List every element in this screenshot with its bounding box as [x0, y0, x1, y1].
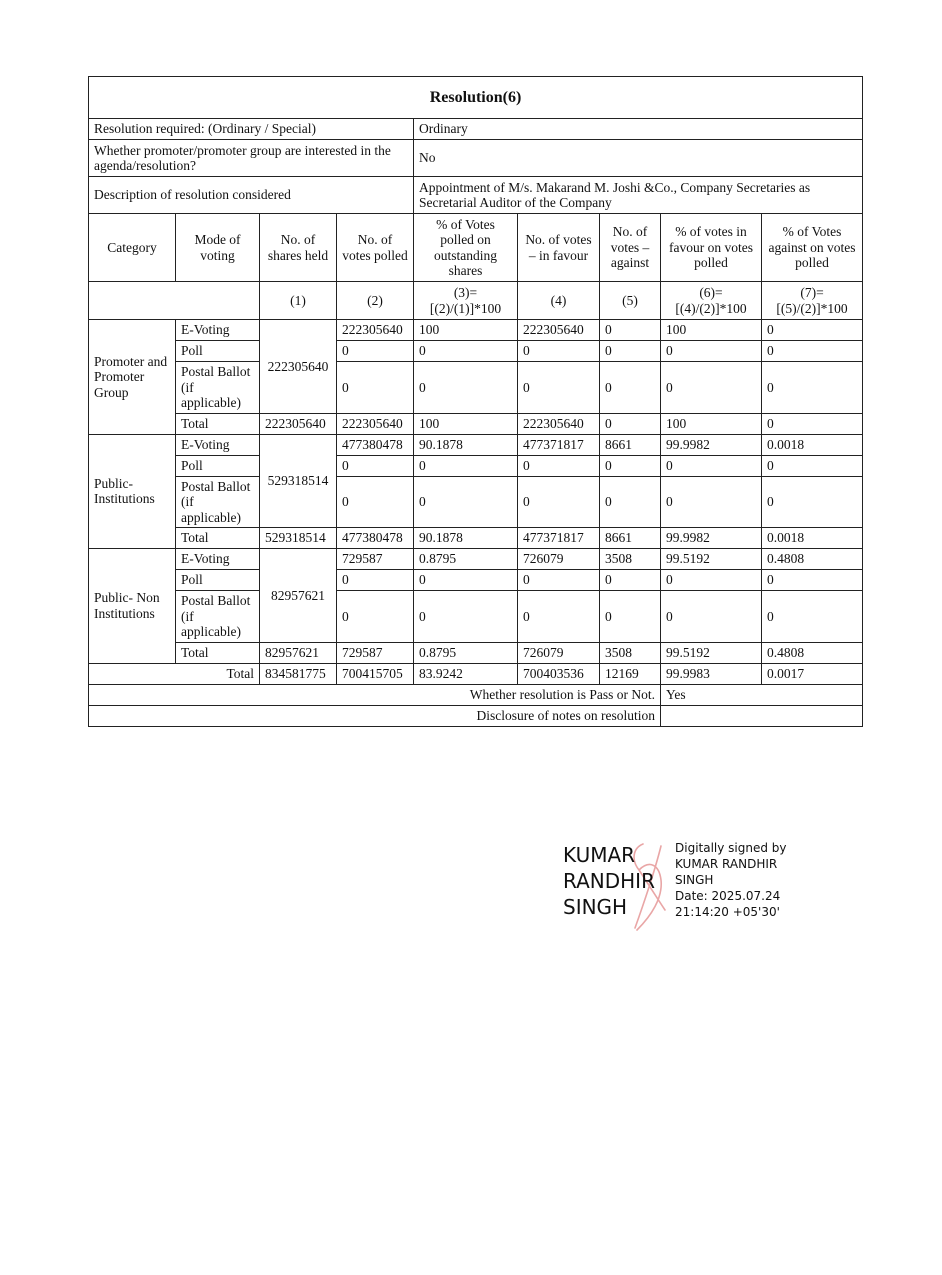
- pct-against-cell: 0: [762, 362, 863, 414]
- formula-7: (7)= [(5)/(2)]*100: [762, 282, 863, 320]
- pct-against-cell: 0.0018: [762, 434, 863, 455]
- table-row: [89, 591, 863, 643]
- signer-name-line-2: RANDHIR: [563, 869, 655, 893]
- favour-cell: 0: [518, 362, 600, 414]
- pass-row: [89, 684, 863, 705]
- against-cell: 3508: [600, 642, 661, 663]
- header-mode: Mode of voting: [176, 214, 260, 282]
- favour-cell: 0: [518, 455, 600, 476]
- formula-6: (6)= [(4)/(2)]*100: [661, 282, 762, 320]
- pct-favour-cell: 0: [661, 341, 762, 362]
- pct-favour-cell: 100: [661, 320, 762, 341]
- shares-cell: 222305640: [260, 413, 337, 434]
- header-pct-against: % of Votes against on votes polled: [762, 214, 863, 282]
- formula-2: (2): [337, 282, 414, 320]
- table-row-total: [89, 528, 863, 549]
- pct-against-cell: 0: [762, 413, 863, 434]
- pct-favour-cell: 100: [661, 413, 762, 434]
- pct-favour-cell: 0: [661, 591, 762, 643]
- pass-label: Whether resolution is Pass or Not.: [89, 684, 661, 705]
- mode-cell: Poll: [176, 341, 260, 362]
- mode-cell: Poll: [176, 570, 260, 591]
- pct-polled-cell: 0.8795: [414, 549, 518, 570]
- against-cell: 0: [600, 476, 661, 528]
- against-cell: 0: [600, 320, 661, 341]
- mode-cell: Poll: [176, 455, 260, 476]
- header-pct-favour: % of votes in favour on votes polled: [661, 214, 762, 282]
- pct-polled-cell: 0: [414, 476, 518, 528]
- signature-time: 21:14:20 +05'30': [675, 905, 780, 919]
- polled-cell: 729587: [337, 642, 414, 663]
- pct-against-cell: 0: [762, 570, 863, 591]
- formula-3: (3)= [(2)/(1)]*100: [414, 282, 518, 320]
- pct-favour-cell: 0: [661, 570, 762, 591]
- pct-polled-cell: 100: [414, 320, 518, 341]
- pct-favour-cell: 0: [661, 455, 762, 476]
- pct-polled-cell: 0: [414, 362, 518, 414]
- polled-cell: 0: [337, 570, 414, 591]
- grand-total-label: Total: [89, 663, 260, 684]
- shares-cell: 529318514: [260, 528, 337, 549]
- pct-against-cell: 0: [762, 591, 863, 643]
- pct-polled-cell: 0: [414, 570, 518, 591]
- table-row-total: [89, 642, 863, 663]
- polled-cell: 0: [337, 476, 414, 528]
- shares-cell: 529318514: [260, 434, 337, 528]
- header-shares: No. of shares held: [260, 214, 337, 282]
- pct-favour-cell: 99.9982: [661, 434, 762, 455]
- formula-4: (4): [518, 282, 600, 320]
- signer-line-2: SINGH: [675, 873, 714, 887]
- resolution-table: [88, 76, 863, 727]
- polled-cell: 729587: [337, 549, 414, 570]
- grand-total-shares: 834581775: [260, 663, 337, 684]
- against-cell: 0: [600, 570, 661, 591]
- pct-against-cell: 0.4808: [762, 642, 863, 663]
- table-row: [89, 549, 863, 570]
- disclosure-row: [89, 705, 863, 726]
- signer-name-line-1: KUMAR: [563, 843, 636, 867]
- polled-cell: 0: [337, 591, 414, 643]
- pct-against-cell: 0: [762, 476, 863, 528]
- against-cell: 8661: [600, 528, 661, 549]
- pct-against-cell: 0.4808: [762, 549, 863, 570]
- favour-cell: 726079: [518, 549, 600, 570]
- signer-line-1: KUMAR RANDHIR: [675, 857, 778, 871]
- grand-total-favour: 700403536: [518, 663, 600, 684]
- formula-row: [89, 282, 863, 320]
- header-polled: No. of votes polled: [337, 214, 414, 282]
- grand-total-row: [89, 663, 863, 684]
- grand-total-pct-favour: 99.9983: [661, 663, 762, 684]
- pct-polled-cell: 90.1878: [414, 528, 518, 549]
- against-cell: 0: [600, 362, 661, 414]
- signer-name-line-3: SINGH: [563, 895, 628, 919]
- pct-favour-cell: 99.9982: [661, 528, 762, 549]
- pct-favour-cell: 99.5192: [661, 549, 762, 570]
- polled-cell: 477380478: [337, 434, 414, 455]
- favour-cell: 0: [518, 570, 600, 591]
- signature-details: [675, 840, 787, 920]
- resolution-document: [88, 76, 862, 727]
- resolution-title: Resolution(6): [89, 77, 863, 119]
- formula-1: (1): [260, 282, 337, 320]
- mode-cell: Postal Ballot (if applicable): [176, 591, 260, 643]
- shares-cell: 82957621: [260, 549, 337, 643]
- against-cell: 8661: [600, 434, 661, 455]
- polled-cell: 222305640: [337, 413, 414, 434]
- favour-cell: 726079: [518, 642, 600, 663]
- category-cell: Public- Institutions: [89, 434, 176, 549]
- grand-total-pct-against: 0.0017: [762, 663, 863, 684]
- polled-cell: 222305640: [337, 320, 414, 341]
- table-row: [89, 320, 863, 341]
- signer-name-large: [563, 842, 655, 920]
- category-cell: Public- Non Institutions: [89, 549, 176, 664]
- table-row: [89, 476, 863, 528]
- favour-cell: 222305640: [518, 320, 600, 341]
- pct-against-cell: 0.0018: [762, 528, 863, 549]
- pct-polled-cell: 0.8795: [414, 642, 518, 663]
- favour-cell: 0: [518, 591, 600, 643]
- signature-date: Date: 2025.07.24: [675, 889, 781, 903]
- pct-polled-cell: 0: [414, 455, 518, 476]
- description-label: Description of resolution considered: [89, 177, 414, 214]
- res-required-label: Resolution required: (Ordinary / Special): [89, 119, 414, 140]
- favour-cell: 0: [518, 341, 600, 362]
- formula-blank: [89, 282, 260, 320]
- polled-cell: 0: [337, 362, 414, 414]
- table-row: [89, 570, 863, 591]
- mode-cell: Total: [176, 413, 260, 434]
- table-row: [89, 341, 863, 362]
- mode-cell: Total: [176, 528, 260, 549]
- digital-signature: [560, 840, 820, 935]
- category-cell: Promoter and Promoter Group: [89, 320, 176, 435]
- mode-cell: E-Voting: [176, 320, 260, 341]
- pct-polled-cell: 100: [414, 413, 518, 434]
- table-row: [89, 362, 863, 414]
- promoter-interest-label: Whether promoter/promoter group are interested in the agenda/resolution?: [89, 140, 414, 177]
- against-cell: 0: [600, 455, 661, 476]
- shares-cell: 82957621: [260, 642, 337, 663]
- formula-5: (5): [600, 282, 661, 320]
- mode-cell: Postal Ballot (if applicable): [176, 362, 260, 414]
- against-cell: 0: [600, 591, 661, 643]
- pct-polled-cell: 0: [414, 341, 518, 362]
- grand-total-against: 12169: [600, 663, 661, 684]
- table-row-total: [89, 413, 863, 434]
- header-pct-polled: % of Votes polled on outstanding shares: [414, 214, 518, 282]
- header-against: No. of votes – against: [600, 214, 661, 282]
- mode-cell: Postal Ballot (if applicable): [176, 476, 260, 528]
- polled-cell: 477380478: [337, 528, 414, 549]
- favour-cell: 0: [518, 476, 600, 528]
- table-row: [89, 434, 863, 455]
- grand-total-polled: 700415705: [337, 663, 414, 684]
- disclosure-label: Disclosure of notes on resolution: [89, 705, 661, 726]
- pct-polled-cell: 0: [414, 591, 518, 643]
- pct-favour-cell: 0: [661, 476, 762, 528]
- grand-total-pct-polled: 83.9242: [414, 663, 518, 684]
- column-header-row: [89, 214, 863, 282]
- pass-value: Yes: [661, 684, 863, 705]
- mode-cell: E-Voting: [176, 434, 260, 455]
- pct-against-cell: 0: [762, 455, 863, 476]
- pct-polled-cell: 90.1878: [414, 434, 518, 455]
- pct-favour-cell: 0: [661, 362, 762, 414]
- mode-cell: E-Voting: [176, 549, 260, 570]
- disclosure-value: [661, 705, 863, 726]
- res-required-value: Ordinary: [414, 119, 863, 140]
- pct-against-cell: 0: [762, 341, 863, 362]
- polled-cell: 0: [337, 341, 414, 362]
- table-row: [89, 455, 863, 476]
- against-cell: 3508: [600, 549, 661, 570]
- pct-against-cell: 0: [762, 320, 863, 341]
- pct-favour-cell: 99.5192: [661, 642, 762, 663]
- signed-by-label: Digitally signed by: [675, 841, 787, 855]
- header-favour: No. of votes – in favour: [518, 214, 600, 282]
- against-cell: 0: [600, 341, 661, 362]
- shares-cell: 222305640: [260, 320, 337, 414]
- against-cell: 0: [600, 413, 661, 434]
- promoter-interest-value: No: [414, 140, 863, 177]
- favour-cell: 477371817: [518, 528, 600, 549]
- header-category: Category: [89, 214, 176, 282]
- mode-cell: Total: [176, 642, 260, 663]
- favour-cell: 222305640: [518, 413, 600, 434]
- description-value: Appointment of M/s. Makarand M. Joshi &Co., Company Secretaries as Secretarial Auditor of the Company: [414, 177, 863, 214]
- favour-cell: 477371817: [518, 434, 600, 455]
- polled-cell: 0: [337, 455, 414, 476]
